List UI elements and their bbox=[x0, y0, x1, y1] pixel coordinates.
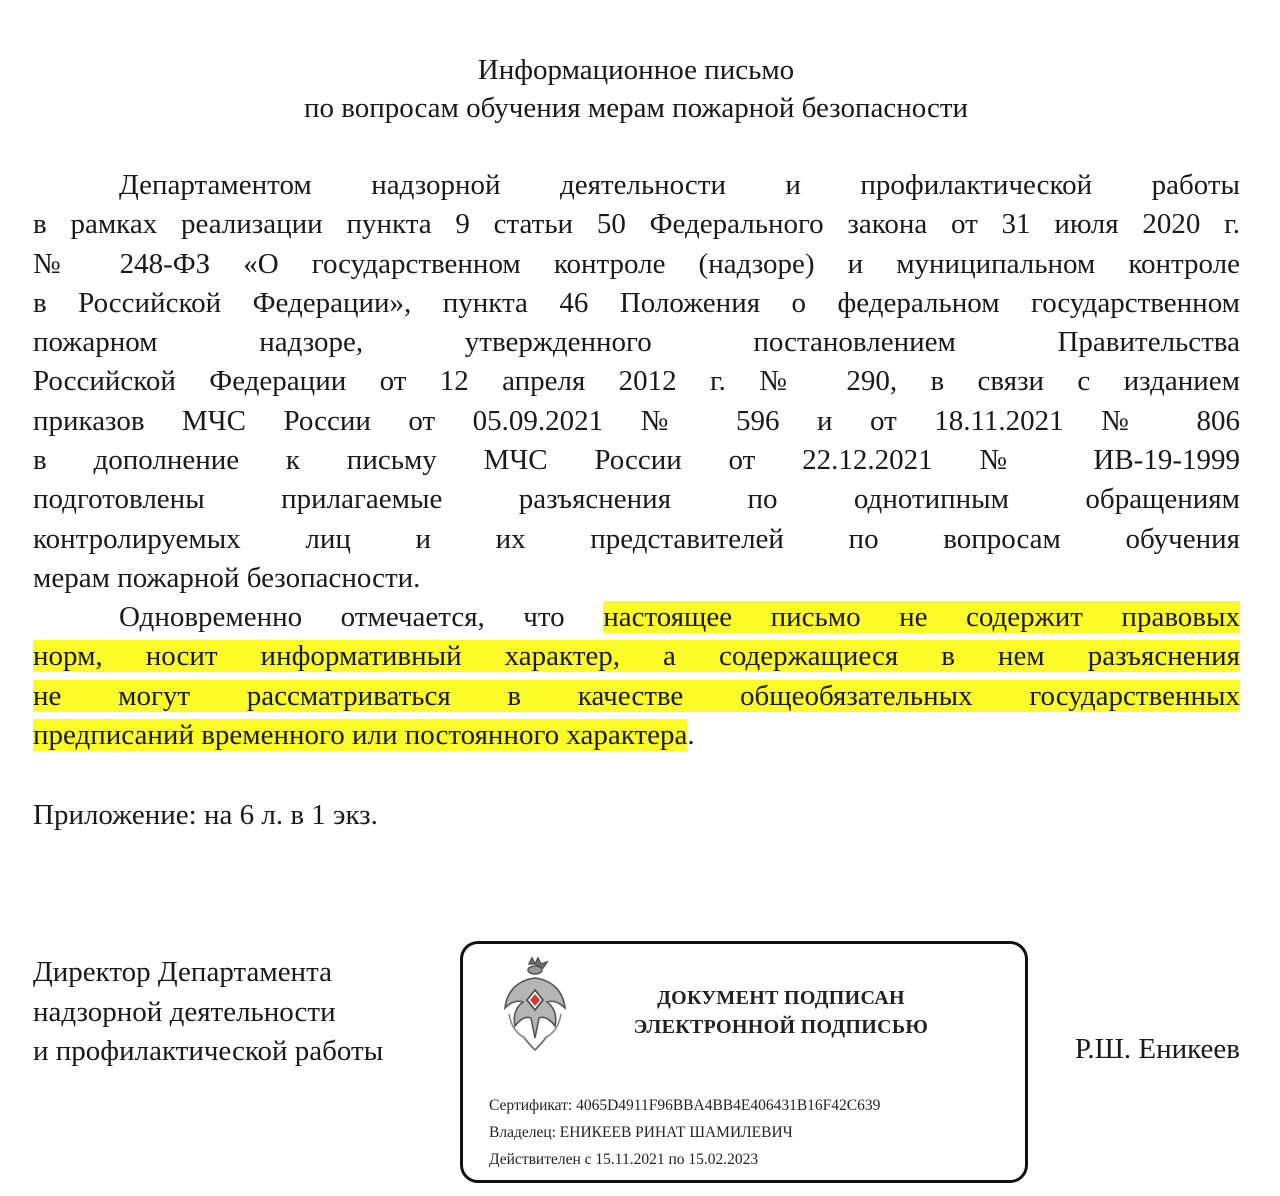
paragraph-1-line: мерам пожарной безопасности. bbox=[33, 561, 421, 594]
highlighted-text: предписаний временного или постоянного характера bbox=[33, 718, 688, 751]
appendix-note: Приложение: на 6 л. в 1 экз. bbox=[33, 799, 378, 831]
highlighted-text: норм, носит информативный характер, а содержащиеся в нем разъяснения bbox=[33, 640, 1240, 673]
stamp-heading-line: ДОКУМЕНТ ПОДПИСАН bbox=[657, 987, 905, 1009]
stamp-heading bbox=[613, 984, 949, 1042]
paragraph-2-line bbox=[33, 637, 1240, 676]
paragraph-1 bbox=[33, 166, 1240, 598]
letter-title: Информационное письмо bbox=[477, 54, 795, 86]
paragraph-1-line: контролируемых лиц и их представителей по вопросам обучения bbox=[33, 522, 1240, 555]
paragraph-1-line: в Российской Федерации», пункта 46 Положения о федеральном государственном bbox=[33, 286, 1240, 319]
emchs-emblem-icon bbox=[501, 956, 569, 1052]
paragraph-1-line: в рамках реализации пункта 9 статьи 50 Федерального закона от 31 июля 2020 г. bbox=[33, 208, 1240, 241]
paragraph-2-line bbox=[33, 716, 1240, 755]
electronic-signature-stamp bbox=[460, 941, 1028, 1183]
paragraph-1-line: Российской Федерации от 12 апреля 2012 г. № 290, в связи с изданием bbox=[33, 365, 1240, 398]
highlighted-text: не могут рассматриваться в качестве общеобязательных государственных bbox=[33, 679, 1240, 712]
paragraph-2-line bbox=[33, 598, 1240, 637]
paragraph-2-plain-text: Одновременно отмечается, что bbox=[119, 601, 604, 633]
highlighted-text: настоящее письмо не содержит правовых bbox=[603, 601, 1240, 633]
signer-name: Р.Ш. Еникеев bbox=[1074, 1033, 1240, 1065]
paragraph-2 bbox=[33, 598, 1240, 755]
paragraph-1-line: Департаментом надзорной деятельности и профилактической работы bbox=[119, 169, 1240, 201]
stamp-details bbox=[489, 1092, 880, 1173]
certificate-validity: Действителен с 15.11.2021 по 15.02.2023 bbox=[489, 1151, 759, 1168]
position-line: надзорной деятельности bbox=[33, 995, 336, 1028]
position-line: Директор Департамента bbox=[33, 956, 332, 988]
director-position bbox=[33, 953, 383, 1072]
stamp-heading-line: ЭЛЕКТРОННОЙ ПОДПИСЬЮ bbox=[633, 1016, 929, 1038]
certificate-number: Сертификат: 4065D4911F96BBA4BB4E406431B16F42C639 bbox=[489, 1097, 881, 1114]
paragraph-1-line: подготовлены прилагаемые разъяснения по однотипным обращениям bbox=[33, 483, 1240, 516]
position-line: и профилактической работы bbox=[33, 1035, 384, 1067]
paragraph-2-line bbox=[33, 677, 1240, 716]
paragraph-1-line: пожарном надзоре, утвержденного постановлением Правительства bbox=[33, 326, 1240, 359]
letter-subtitle: по вопросам обучения мерам пожарной безопасности bbox=[303, 92, 969, 124]
paragraph-1-line: в дополнение к письму МЧС России от 22.12.2021 № ИВ-19-1999 bbox=[33, 444, 1240, 477]
paragraph-1-line: приказов МЧС России от 05.09.2021 № 596 и от 18.11.2021 № 806 bbox=[33, 404, 1240, 437]
certificate-owner: Владелец: ЕНИКЕЕВ РИНАТ ШАМИЛЕВИЧ bbox=[489, 1124, 793, 1141]
paragraph-1-line: № 248-ФЗ «О государственном контроле (надзоре) и муниципальном контроле bbox=[33, 247, 1240, 280]
paragraph-2-end: . bbox=[687, 718, 695, 751]
